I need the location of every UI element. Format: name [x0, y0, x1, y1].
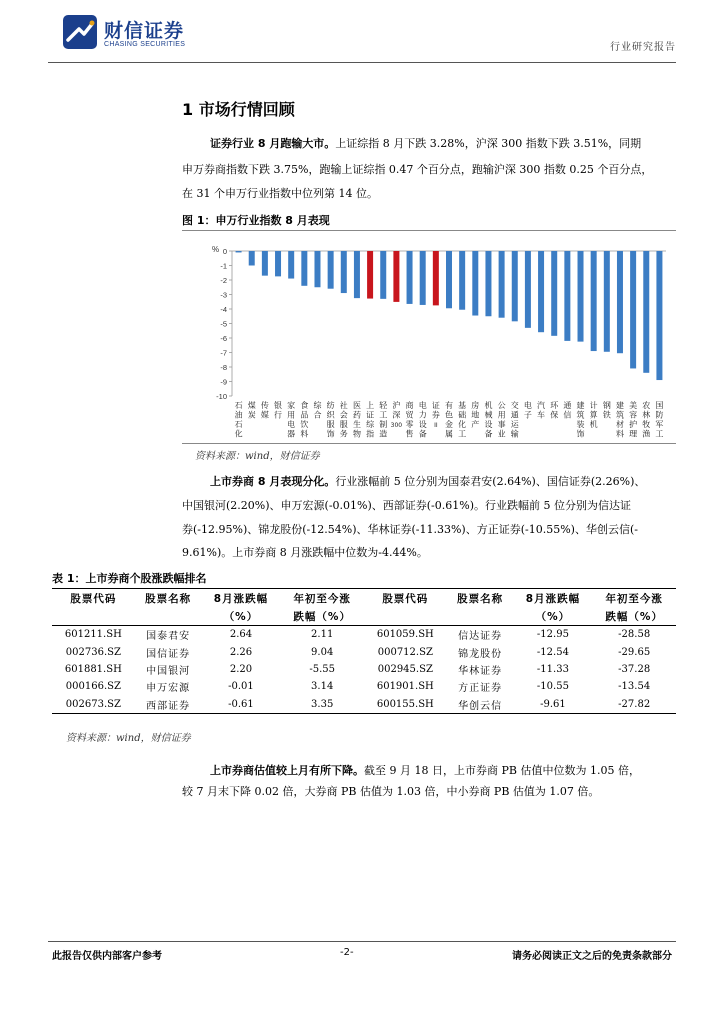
y-tick-label: -8 [220, 363, 227, 372]
x-tick-label: 美容护理 [629, 401, 638, 439]
y-tick-label: -7 [220, 348, 227, 358]
paragraph-1-text: 上证综指 8 月下跌 3.28%，沪深 300 指数下跌 3.51%，同期 [335, 137, 642, 150]
header-aug-unit-right: （%） [513, 607, 592, 626]
x-tick-label: 交通运输 [510, 401, 519, 439]
bar-综合 [314, 251, 320, 287]
cell-code: 002736.SZ [65, 646, 121, 658]
bar-社会服务 [341, 251, 347, 293]
table-header-row-2 [52, 607, 676, 626]
paragraph-2-text: 行业涨幅前 5 位分别为国泰君安(2.64%)、国信证券(2.26%)、 [335, 475, 646, 488]
x-tick-label: 电力设备 [418, 401, 427, 439]
paragraph-3-lead: 上市券商估值较上月有所下降。 [210, 764, 364, 777]
header-divider [48, 62, 676, 63]
y-tick-label: -1 [220, 261, 227, 271]
cell-aug: -12.95 [536, 629, 569, 641]
cell-code: 000166.SZ [65, 681, 121, 693]
header-code-left: 股票代码 [52, 589, 135, 608]
bar-家用电器 [288, 251, 294, 279]
cell-name: 国泰君安 [146, 631, 191, 643]
cell-aug: 2.64 [229, 629, 253, 641]
cell-ytd: 9.04 [311, 646, 334, 658]
y-tick-label: -5 [220, 319, 227, 329]
bar-纺织服饰 [328, 251, 334, 289]
header-ytd-change-right: 年初至今涨 [592, 589, 676, 608]
bar-轻工制造 [380, 251, 386, 299]
header-name-right: 股票名称 [447, 589, 514, 608]
x-tick-label: 石油石化 [234, 401, 243, 439]
bar-银行 [275, 251, 281, 276]
paragraph-3-line-2: 较 7 月末下降 0.02 倍，大券商 PB 估值为 1.03 倍，中小券商 PB 估值为 1.07 倍。 [182, 785, 600, 798]
bar-钢铁 [604, 251, 610, 352]
bar-上证综指 [367, 251, 373, 299]
chasing-logo-icon [62, 14, 98, 50]
company-logo [62, 14, 212, 54]
bar-有色金属 [446, 251, 452, 308]
x-tick-label: 建筑装饰 [576, 401, 585, 439]
paragraph-2-line-2: 中国银河(2.20%)、申万宏源(-0.01%)、西部证券(-0.61%)。行业跌幅前 5 位分别为信达证 [182, 499, 632, 512]
bar-国防军工 [656, 251, 662, 380]
header-aug-change-right: 8月涨跌幅 [513, 589, 592, 608]
header-aug-change-left: 8月涨跌幅 [202, 589, 281, 608]
bar-传媒 [262, 251, 268, 276]
y-tick-label: -10 [216, 392, 227, 401]
cell-name: 申万宏源 [146, 683, 191, 695]
header-ytd-unit-left: 跌幅（%） [280, 607, 364, 626]
x-tick-label: 通信 [563, 401, 572, 420]
paragraph-3-text: 截至 9 月 18 日，上市券商 PB 估值中位数为 1.05 倍， [364, 764, 640, 777]
x-tick-label: 纺织服饰 [326, 401, 335, 439]
bar-农林牧渔 [643, 251, 649, 373]
report-type: 行业研究报告 [610, 42, 676, 53]
cell-code: 601211.SH [64, 629, 122, 641]
cell-code: 000712.SZ [377, 646, 433, 658]
industry-bar-chart [182, 231, 676, 443]
cell-code: 601901.SH [376, 681, 434, 693]
cell-aug: -10.55 [536, 681, 569, 693]
header-aug-unit-left: （%） [202, 607, 281, 626]
cell-ytd: -5.55 [309, 663, 336, 675]
footer-disclaimer-left: 此报告仅供内部客户参考 [52, 951, 162, 962]
bar-美容护理 [630, 251, 636, 368]
bar-房地产 [472, 251, 478, 316]
table-row [52, 661, 676, 678]
table-source: 资料来源：wind，财信证券 [66, 733, 191, 744]
paragraph-2-line-4: 9.61%)。上市券商 8 月涨跌幅中位数为-4.44%。 [182, 546, 428, 559]
page-number: -2- [340, 947, 354, 958]
cell-name: 方正证券 [458, 683, 503, 695]
x-tick-label: 有色金属 [445, 401, 453, 439]
figure-source: 资料来源：wind，财信证券 [195, 451, 320, 462]
bar-石油石化 [236, 251, 242, 252]
cell-ytd: -37.28 [618, 663, 651, 675]
table-row [52, 696, 676, 714]
cell-code: 600155.SH [364, 696, 447, 714]
x-tick-label: 公用事业 [497, 401, 506, 439]
x-tick-label: 钢铁 [602, 401, 611, 420]
x-tick-label: 商贸零售 [405, 401, 414, 439]
table-title: 表 1：上市券商个股涨跌幅排名 [52, 572, 207, 585]
x-tick-label: 上证综指 [366, 401, 375, 439]
paragraph-1-lead: 证券行业 8 月跑输大市。 [210, 137, 336, 150]
x-tick-label: 电子 [523, 401, 532, 420]
cell-ytd: 2.11 [311, 629, 334, 641]
bar-电力设备 [420, 251, 426, 305]
x-tick-label: 社会服务 [339, 401, 348, 439]
x-tick-label: 建筑材料 [615, 401, 624, 439]
bar-医药生物 [354, 251, 360, 298]
x-tick-label: 家用电器 [287, 401, 296, 439]
paragraph-2-lead: 上市券商 8 月表现分化。 [210, 475, 336, 488]
cell-code: 601059.SH [376, 629, 434, 641]
paragraph-2-line-1 [182, 471, 676, 493]
bar-通信 [564, 251, 570, 341]
brand-name-en: CHASING SECURITIES [104, 41, 186, 48]
y-tick-label: -4 [220, 305, 227, 314]
bar-建筑材料 [617, 251, 623, 353]
bar-基础化工 [459, 251, 465, 310]
header-ytd-unit-right: 跌幅（%） [592, 607, 676, 626]
cell-name: 华创云信 [447, 696, 514, 714]
header-code-right: 股票代码 [364, 589, 447, 608]
cell-code: 002673.SZ [52, 696, 135, 714]
x-tick-label: 环保 [550, 401, 559, 420]
footer-divider [48, 941, 676, 942]
y-tick-label: 0 [222, 247, 227, 256]
cell-name: 锦龙股份 [458, 648, 503, 660]
x-tick-label: 综合 [313, 401, 322, 420]
table-row [52, 643, 676, 660]
x-tick-label: 医药生物 [352, 401, 361, 439]
y-tick-label: -9 [220, 377, 227, 387]
cell-aug: -12.54 [536, 646, 569, 658]
cell-code: 002945.SZ [377, 663, 433, 675]
cell-aug: -9.61 [513, 696, 592, 714]
cell-ytd: -13.54 [618, 681, 651, 693]
broker-stock-table [52, 588, 676, 714]
x-tick-label: 机械设备 [484, 401, 493, 439]
cell-ytd: -29.65 [618, 646, 651, 658]
bar-证券II [433, 251, 439, 305]
bar-汽车 [538, 251, 544, 332]
cell-aug: -0.61 [202, 696, 281, 714]
paragraph-1-line-3: 在 31 个申万行业指数中位列第 14 位。 [182, 187, 378, 200]
bar-公用事业 [499, 251, 505, 318]
bar-交通运输 [512, 251, 518, 321]
y-axis-unit-label: % [212, 245, 220, 254]
x-tick-label: 基础化工 [458, 401, 467, 439]
y-tick-label: -3 [220, 290, 227, 300]
cell-ytd: 3.14 [311, 681, 334, 693]
paragraph-2-line-3: 券(-12.95%)、锦龙股份(-12.54%)、华林证券(-11.33%)、方正证券(-10.55%)、华创云信(- [182, 523, 638, 536]
x-tick-label: 沪深 300 [390, 401, 403, 429]
header-ytd-change-left: 年初至今涨 [280, 589, 364, 608]
paragraph-1-line-1 [182, 133, 676, 155]
bar-食品饮料 [301, 251, 307, 286]
cell-aug: 2.26 [229, 646, 253, 658]
figure-frame [182, 230, 676, 444]
x-tick-label: 煤炭 [247, 401, 256, 420]
cell-aug: -0.01 [228, 681, 254, 693]
cell-name: 信达证券 [458, 631, 503, 643]
bar-建筑装饰 [578, 251, 584, 342]
bar-商贸零售 [407, 251, 413, 304]
footer-disclaimer-right: 请务必阅读正文之后的免责条款部分 [512, 951, 672, 962]
paragraph-3-line-1 [182, 760, 676, 782]
x-tick-label: 农林牧渔 [642, 401, 651, 439]
paragraph-1-line-2: 申万券商指数下跌 3.75%，跑输上证综指 0.47 个百分点，跑输沪深 300 指数 0.25 个百分点， [182, 163, 653, 176]
x-tick-label: 汽车 [537, 401, 546, 420]
table-header-row-1 [52, 589, 676, 608]
cell-name: 华林证券 [458, 665, 503, 677]
x-tick-label: 传媒 [260, 401, 269, 420]
cell-name: 中国银河 [146, 665, 191, 677]
table-row [52, 626, 676, 644]
brand-name-cn: 财信证券 [104, 20, 185, 42]
bar-计算机 [591, 251, 597, 351]
y-tick-label: -2 [220, 276, 227, 285]
x-tick-label: 证券 II [431, 401, 440, 429]
table-row [52, 678, 676, 695]
cell-ytd: 3.35 [280, 696, 364, 714]
x-tick-label: 计算机 [589, 401, 598, 429]
header-name-left: 股票名称 [135, 589, 202, 608]
y-tick-label: -6 [220, 334, 227, 343]
bar-电子 [525, 251, 531, 328]
cell-code: 601881.SH [64, 663, 122, 675]
x-tick-label: 轻工制造 [379, 401, 388, 439]
bar-机械设备 [485, 251, 491, 316]
x-tick-label: 食品饮料 [300, 401, 309, 439]
section-title: 1 市场行情回顾 [182, 100, 295, 119]
x-tick-label: 房地产 [471, 401, 480, 429]
x-tick-label: 银行 [274, 401, 283, 420]
cell-aug: 2.20 [229, 663, 253, 675]
bar-煤炭 [249, 251, 255, 266]
bar-沪深300 [393, 251, 399, 302]
cell-name: 国信证券 [146, 648, 191, 660]
cell-aug: -11.33 [536, 663, 569, 675]
bar-环保 [551, 251, 557, 336]
cell-name: 西部证券 [135, 696, 202, 714]
cell-ytd: -27.82 [592, 696, 676, 714]
cell-ytd: -28.58 [618, 629, 651, 641]
x-tick-label: 国防军工 [655, 401, 664, 439]
figure-title: 图 1：申万行业指数 8 月表现 [182, 214, 330, 227]
